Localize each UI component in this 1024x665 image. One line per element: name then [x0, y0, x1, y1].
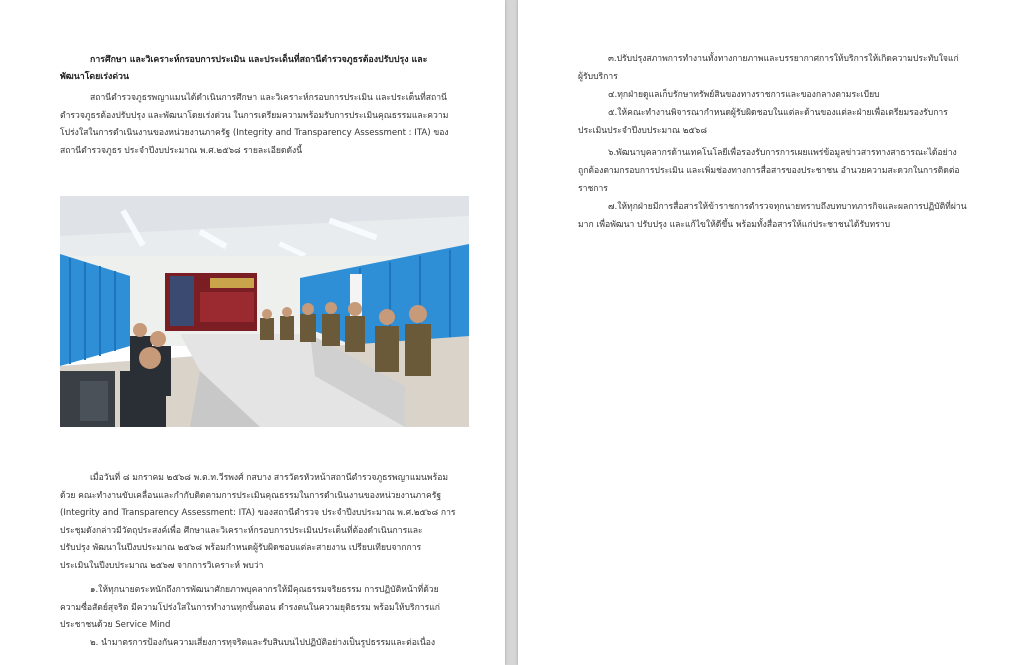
title-line: พัฒนาโดยเร่งด่วน [60, 72, 129, 82]
text-line: ถูกต้องตามกรอบการประเมิน และเพิ่มช่องทางการสื่อสารของประชาชน อำนวยความสะดวกในการติดต่อ [578, 166, 960, 176]
text-line: ปรับปรุง พัฒนาในปีงบประมาณ ๒๕๖๘ พร้อมกำหนดผู้รับผิดชอบแต่ละสายงาน เปรียบเทียบจากการ [60, 543, 422, 553]
list-item-4: ๔.ทุกฝ่ายดูแลเก็บรักษาทรัพย์สินของทางราชการและของกลางตามระเบียบ [608, 90, 880, 100]
intro-paragraph [60, 90, 472, 160]
text-line: โปร่งใสในการดำเนินงานของหน่วยงานภาครัฐ (Integrity and Transparency Assessment : ITA) ของ [60, 128, 449, 138]
meeting-photo [60, 196, 469, 427]
text-line: (Integrity and Transparency Assessment: ITA) ของสถานีตำรวจ ประจำปีงบประมาณ พ.ศ.๒๕๖๘ การ [60, 508, 456, 518]
list-item-5: ๕.ให้คณะทำงานพิจารณากำหนดผู้รับผิดชอบในแต่ละด้านของแต่ละฝ่ายเพื่อเตรียมรองรับการ [608, 108, 948, 118]
document-page-left [0, 0, 505, 665]
list-item-3: ๓.ปรับปรุงสภาพการทำงานทั้งทางกายภาพและบรรยากาศการให้บริการให้เกิดความประทับใจแก่ [608, 54, 959, 64]
list-item-6: ๖.พัฒนาบุคลากรด้านเทคโนโลยีเพื่อรองรับการการเผยแพร่ข้อมูลข่าวสารทางสาธารณะได้อย่าง [608, 148, 957, 158]
text-line: ประชาชนด้วย Service Mind [60, 620, 171, 630]
body-paragraph [60, 470, 472, 652]
text-line: สถานีตำรวจภูธรพญาแมนได้ดำเนินการศึกษา และวิเคราะห์กรอบการประเมิน และประเด็นที่สถานี [90, 93, 447, 103]
text-line: ราชการ [578, 184, 608, 194]
section-title [60, 52, 472, 86]
text-line: ผู้รับบริการ [578, 72, 618, 82]
text-line: ประชุมดังกล่าวมีวัตถุประสงค์เพื่อ ศึกษาและวิเคราะห์กรอบการประเมินประเด็นที่ต้องดำเนินการและ [60, 525, 423, 536]
right-page-text [578, 50, 978, 234]
list-item-2: ๒. นำมาตรการป้องกันความเสี่ยงการทุจริตและรับสินบนไปปฏิบัติอย่างเป็นรูปธรรมและต่อเนื่อง [90, 637, 436, 648]
text-line: ประเมินประจำปีงบประมาณ ๒๕๖๘ [578, 126, 707, 136]
text-line: ประเมินในปีงบประมาณ ๒๕๖๗ จากการวิเคราะห์ พบว่า [60, 560, 264, 571]
list-item-1: ๑.ให้ทุกนายตระหนักถึงการพัฒนาศักยภาพบุคลากรให้มีคุณธรรมจริยธรรม การปฏิบัติหน้าที่ด้วย [90, 585, 439, 595]
text-line: ตำรวจภูธรต้องปรับปรุง และพัฒนาโดยเร่งด่วน ในการเตรียมความพร้อมรับการประเมินคุณธรรมและความ [60, 110, 449, 121]
text-line: มาก เพื่อพัฒนา ปรับปรุง และแก้ไขให้ดีขึ้น พร้อมทั้งสื่อสารให้แก่ประชาชนได้รับทราบ [578, 220, 891, 230]
title-line: การศึกษา และวิเคราะห์กรอบการประเมิน และประเด็นที่สถานีตำรวจภูธรต้องปรับปรุง และ [90, 55, 428, 65]
list-item-7: ๗.ให้ทุกฝ่ายมีการสื่อสารให้ข้าราชการตำรวจทุกนายทราบถึงบทบาทภารกิจและผลการปฏิบัติที่ผ่าน [608, 202, 967, 212]
text-line: ด้วย คณะทำงานขับเคลื่อนและกำกับติดตามการประเมินคุณธรรมในการดำเนินงานของหน่วยงานภาครัฐ [60, 490, 442, 501]
text-line: ความซื่อสัตย์สุจริต มีความโปร่งใสในการทำงานทุกขั้นตอน ดำรงตนในความยุติธรรม พร้อมให้บริการแก่ [60, 602, 440, 613]
text-line: สถานีตำรวจภูธร ประจำปีงบประมาณ พ.ศ.๒๕๖๘ รายละเอียดดังนี้ [60, 145, 303, 156]
text-line: เมื่อวันที่ ๘ มกราคม ๒๕๖๘ พ.ต.ท.วีรพงศ์ กสบาง สารวัตรหัวหน้าสถานีตำรวจภูธรพญาแมนพร้อม [90, 473, 449, 483]
